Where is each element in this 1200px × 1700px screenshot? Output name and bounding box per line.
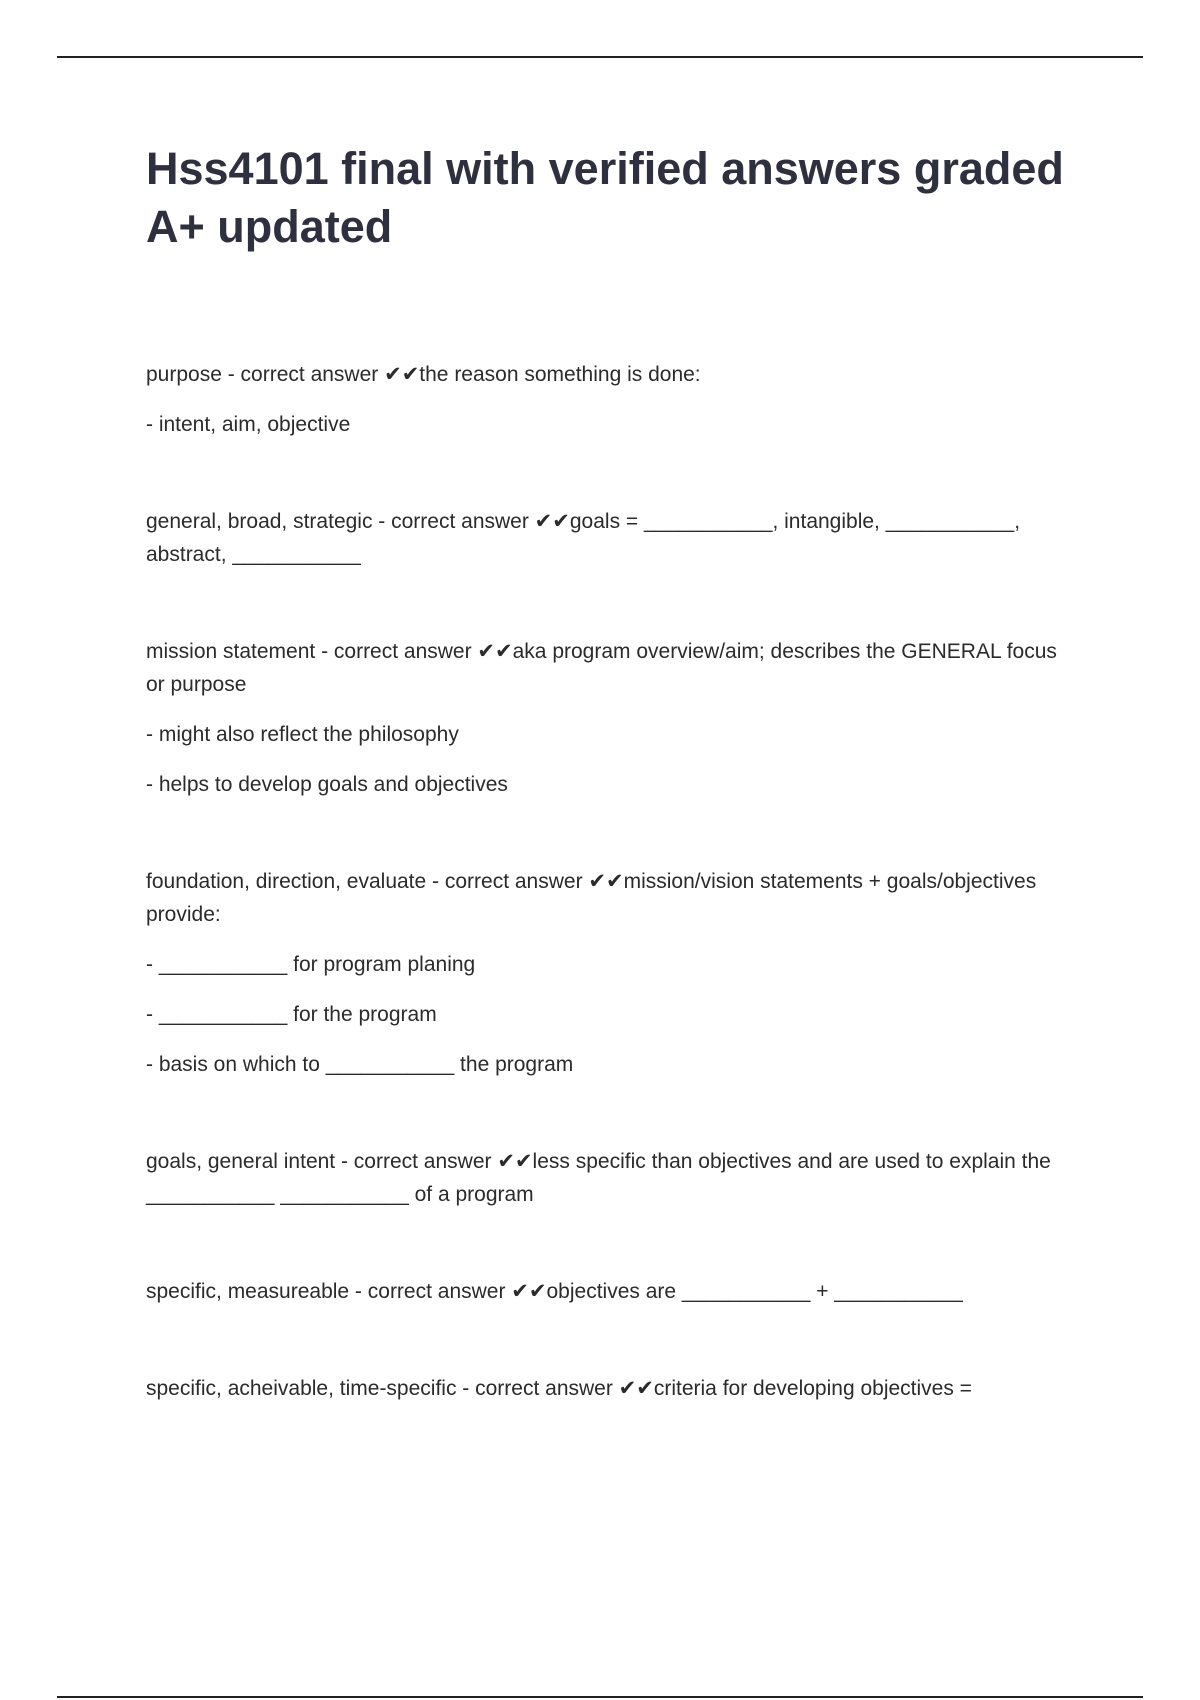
qa-entry — [146, 358, 1076, 441]
qa-entry — [146, 1372, 1076, 1405]
qa-line: - helps to develop goals and objectives — [146, 773, 508, 796]
qa-line: specific, measureable - correct answer ✔✔objectives are ___________ + ___________ — [146, 1280, 963, 1303]
qa-line: - basis on which to ___________ the program — [146, 1053, 574, 1076]
qa-line: goals, general intent - correct answer ✔✔less specific than objectives and are used to explain the ___________ ___________ of a program — [146, 1150, 1051, 1206]
qa-line: - might also reflect the philosophy — [146, 723, 459, 746]
qa-entry — [146, 1145, 1076, 1211]
qa-entry — [146, 865, 1076, 1081]
qa-line: - ___________ for program planing — [146, 953, 476, 976]
document-title: Hss4101 final with verified answers graded A+ updated — [146, 143, 1064, 252]
document-page — [146, 140, 1076, 1469]
qa-line: general, broad, strategic - correct answer ✔✔goals = ___________, intangible, ___________, abstract, ___________ — [146, 510, 1021, 566]
qa-entry — [146, 635, 1076, 801]
qa-line: foundation, direction, evaluate - correct answer ✔✔mission/vision statements + goals/objectives provide: — [146, 870, 1037, 926]
qa-line: purpose - correct answer ✔✔the reason something is done: — [146, 363, 701, 386]
top-rule — [57, 56, 1143, 58]
qa-line: mission statement - correct answer ✔✔aka program overview/aim; describes the GENERAL focus or purpose — [146, 640, 1057, 696]
qa-list — [146, 358, 1076, 1405]
qa-line: - ___________ for the program — [146, 1003, 437, 1026]
bottom-rule — [57, 1696, 1143, 1698]
qa-entry — [146, 1275, 1076, 1308]
qa-line: - intent, aim, objective — [146, 413, 351, 436]
qa-line: specific, acheivable, time-specific - correct answer ✔✔criteria for developing objectives = — [146, 1377, 972, 1400]
qa-entry — [146, 505, 1076, 571]
